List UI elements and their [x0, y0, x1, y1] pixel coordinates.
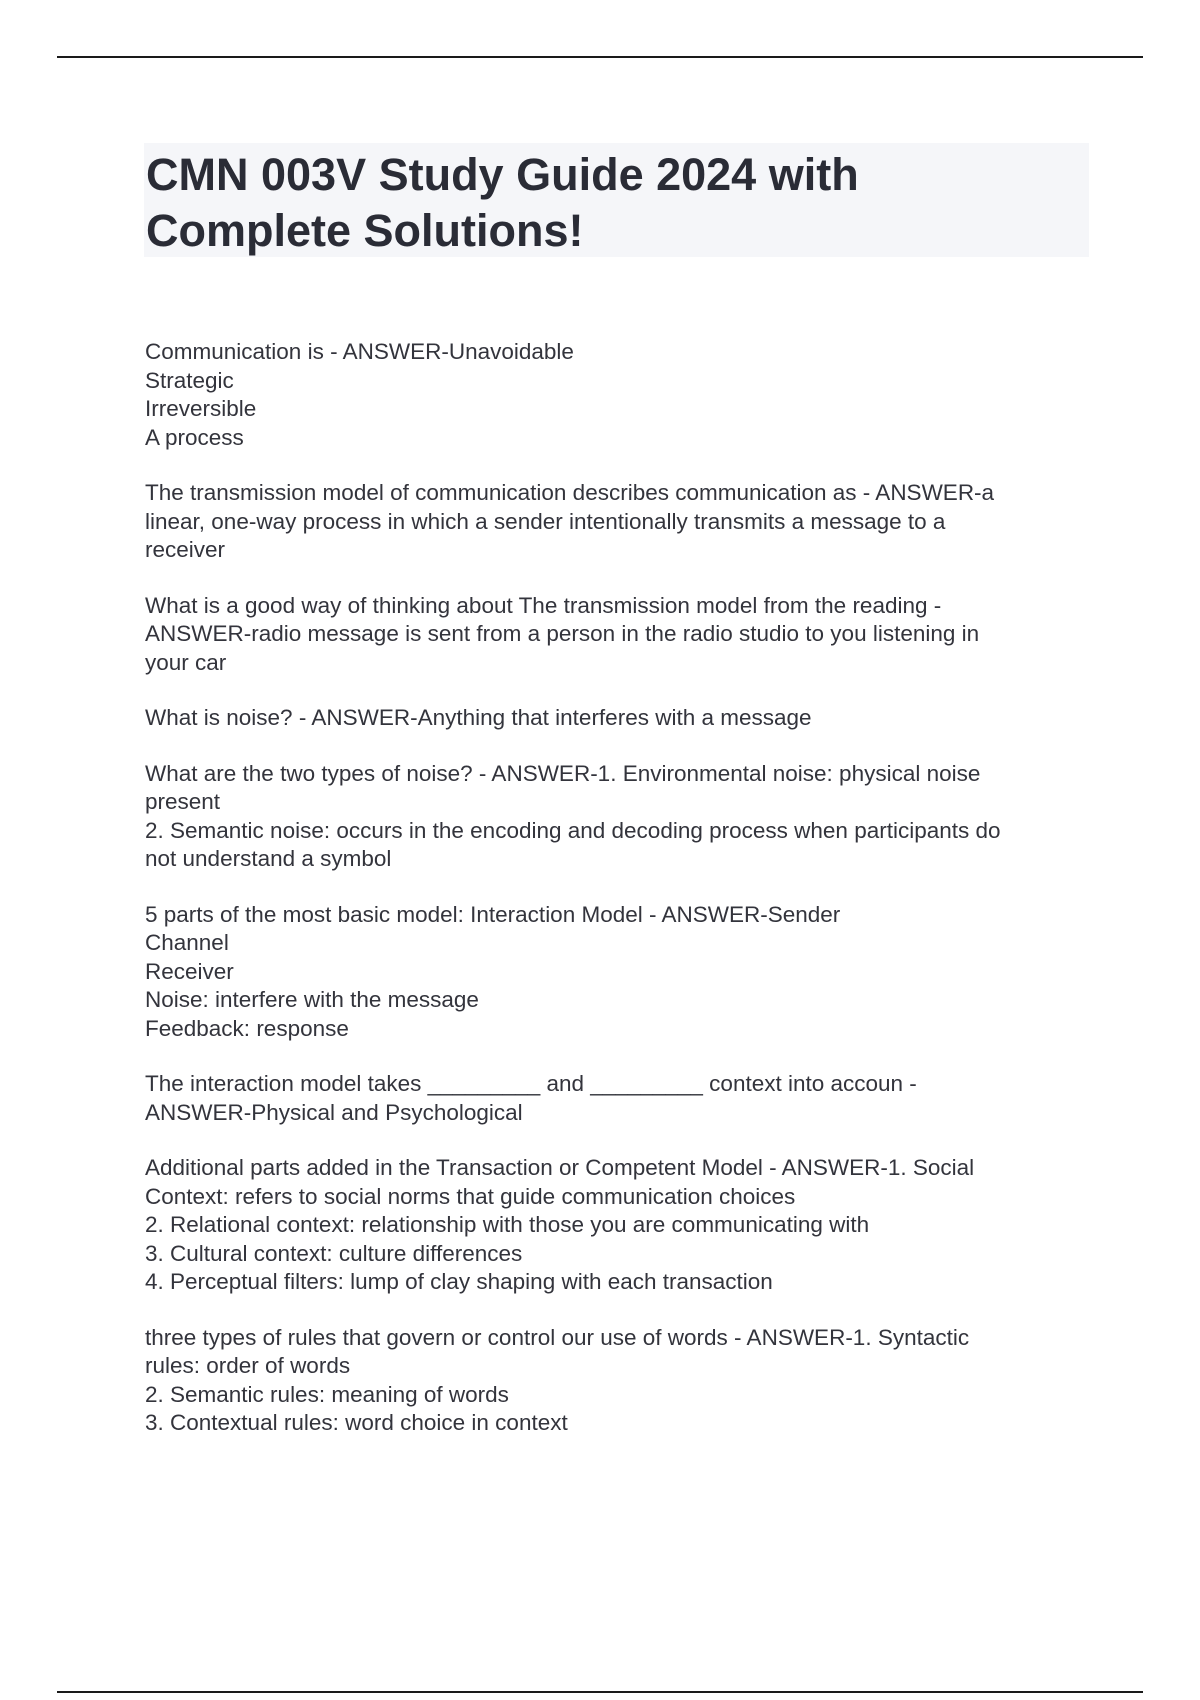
qa-line: 2. Semantic noise: occurs in the encoding and decoding process when participants do	[145, 817, 1001, 843]
qa-line: Communication is - ANSWER-Unavoidable	[145, 339, 574, 364]
qa-item	[145, 592, 1085, 678]
qa-line: your car	[145, 649, 227, 675]
qa-line: What is noise? - ANSWER-Anything that interferes with a message	[145, 705, 812, 730]
qa-line: What is a good way of thinking about The transmission model from the reading -	[145, 592, 942, 618]
qa-item	[145, 338, 1085, 452]
qa-item	[145, 1324, 1085, 1438]
qa-line: 2. Relational context: relationship with those you are communicating with	[145, 1212, 870, 1237]
qa-item	[145, 704, 1085, 733]
qa-line: 5 parts of the most basic model: Interaction Model - ANSWER-Sender	[145, 901, 841, 927]
qa-line: What are the two types of noise? - ANSWER-1. Environmental noise: physical noise	[145, 760, 981, 786]
qa-line: Additional parts added in the Transaction or Competent Model - ANSWER-1. Social	[145, 1155, 975, 1180]
qa-line: three types of rules that govern or control our use of words - ANSWER-1. Syntactic	[145, 1324, 970, 1350]
qa-line: not understand a symbol	[145, 846, 392, 871]
qa-list	[145, 338, 1085, 1465]
qa-line: rules: order of words	[145, 1353, 351, 1378]
document-title	[146, 147, 1089, 259]
qa-line: Channel	[145, 930, 229, 955]
title-line: CMN 003V Study Guide 2024 with	[146, 149, 859, 200]
qa-line: Feedback: response	[145, 1015, 349, 1041]
qa-line: The transmission model of communication describes communication as - ANSWER-a	[145, 480, 995, 505]
qa-line: A process	[145, 424, 244, 450]
qa-item	[145, 760, 1085, 874]
qa-line: Receiver	[145, 958, 234, 984]
qa-line: 4. Perceptual filters: lump of clay shaping with each transaction	[145, 1269, 773, 1294]
qa-line: receiver	[145, 537, 226, 562]
qa-line: Strategic	[145, 367, 234, 393]
qa-item	[145, 479, 1085, 565]
qa-line: ANSWER-Physical and Psychological	[145, 1099, 523, 1125]
qa-line: Irreversible	[145, 396, 257, 421]
qa-line: Context: refers to social norms that guide communication choices	[145, 1183, 796, 1209]
qa-item	[145, 1070, 1085, 1127]
qa-line: Noise: interfere with the message	[145, 987, 479, 1012]
qa-line: ANSWER-radio message is sent from a person in the radio studio to you listening in	[145, 621, 980, 646]
qa-line: linear, one-way process in which a sender intentionally transmits a message to a	[145, 508, 946, 534]
qa-line: present	[145, 789, 221, 814]
qa-item	[145, 901, 1085, 1044]
qa-line: The interaction model takes _________ and _________ context into accoun -	[145, 1071, 917, 1096]
qa-item	[145, 1154, 1085, 1297]
title-block	[144, 143, 1089, 257]
title-line: Complete Solutions!	[146, 205, 584, 256]
qa-line: 3. Contextual rules: word choice in context	[145, 1410, 568, 1435]
qa-line: 3. Cultural context: culture differences	[145, 1240, 523, 1266]
bottom-rule	[57, 1691, 1143, 1693]
top-rule	[57, 56, 1143, 58]
qa-line: 2. Semantic rules: meaning of words	[145, 1381, 509, 1407]
